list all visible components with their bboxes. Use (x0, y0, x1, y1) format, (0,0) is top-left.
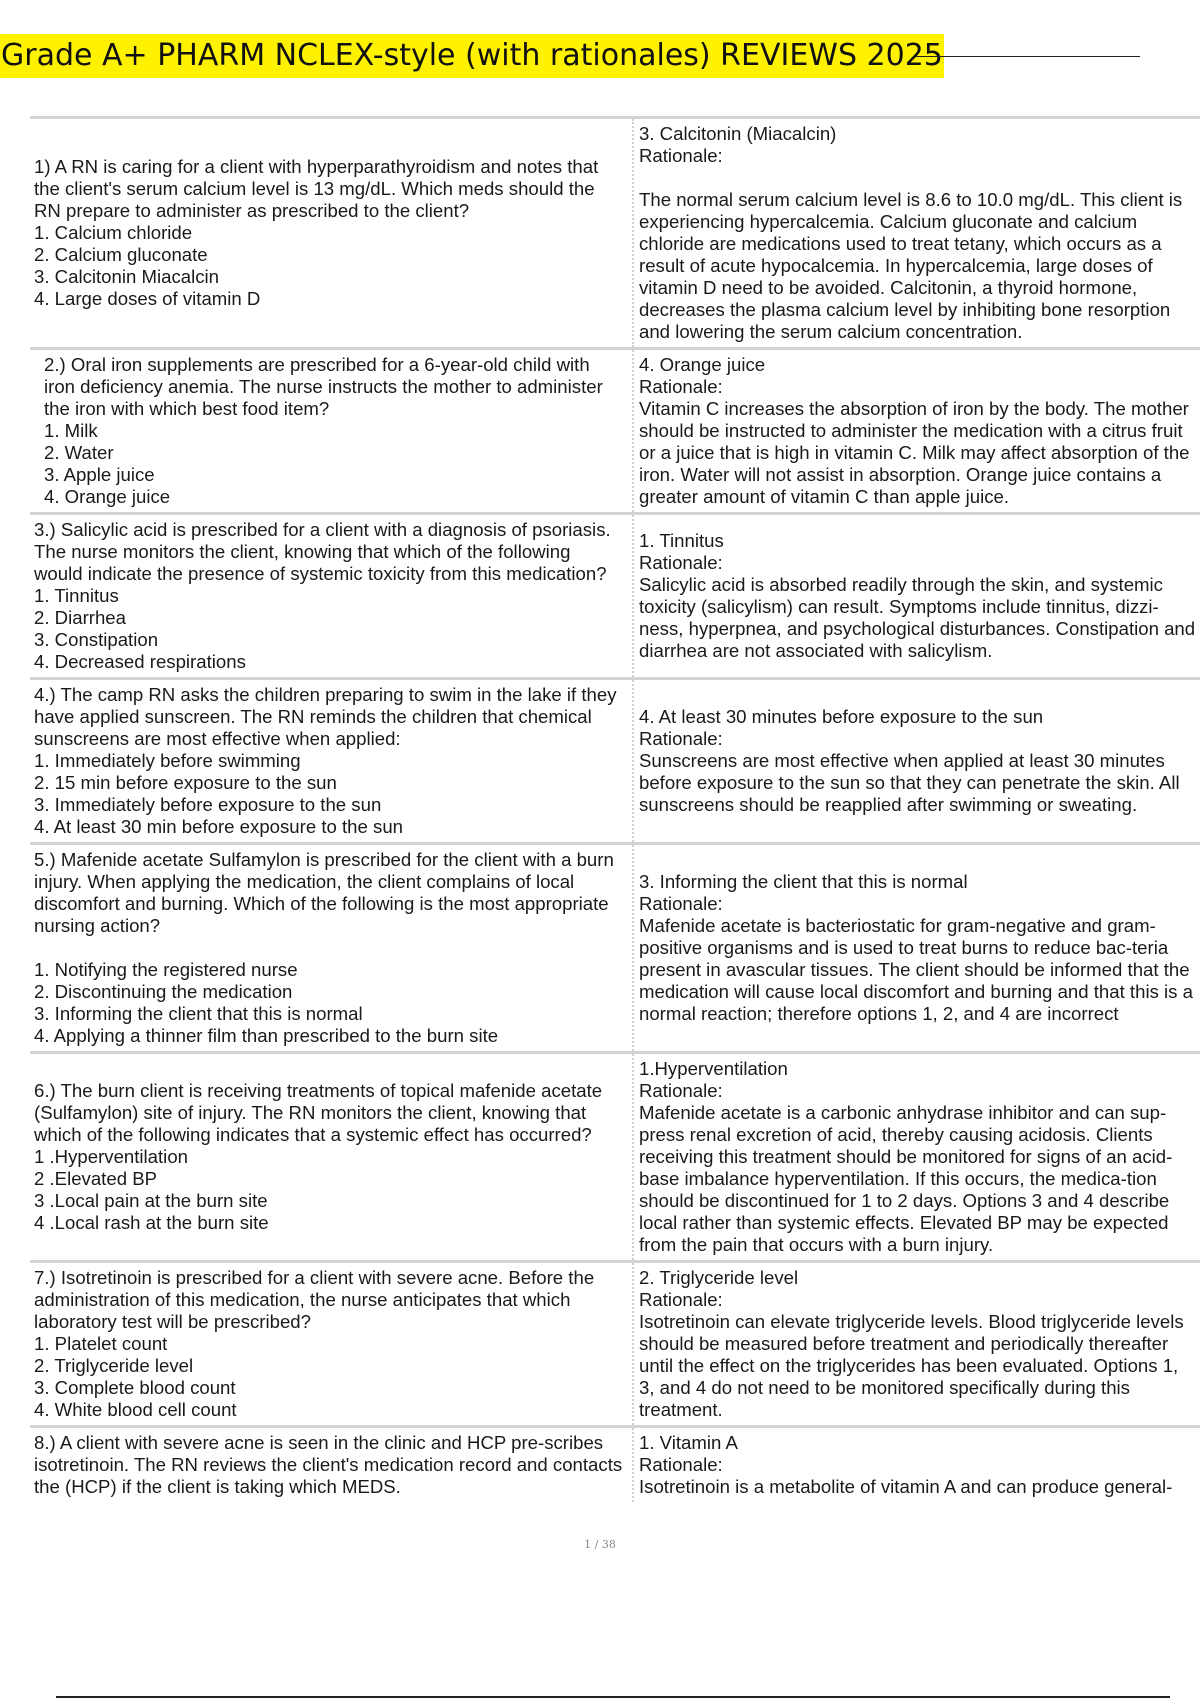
table-row (30, 679, 1200, 844)
answer-cell: 1. Tinnitus Rationale: Salicylic acid is absorbed readily through the skin, and systemic toxicity (salicylism) can result. Symptoms include tinnitus, dizzi-ness, hyperpnea, and psychological disturbances. Constipation and diarrhea are not associated with salicylism. (633, 514, 1200, 679)
table-row (30, 118, 1200, 349)
title-underline (916, 56, 1140, 57)
question-cell: 1) A RN is caring for a client with hyperparathyroidism and notes that the client's serum calcium level is 13 mg/dL. Which meds should the RN prepare to administer as prescribed to the client? 1. Calcium chloride 2. Calcium gluconate 3. Calcitonin Miacalcin 4. Large doses of vitamin D (34, 156, 599, 309)
answer-cell: 1. Vitamin A Rationale: Isotretinoin is a metabolite of vitamin A and can produce general- (633, 1427, 1200, 1503)
question-cell: 4.) The camp RN asks the children preparing to swim in the lake if they have applied sunscreen. The RN reminds the children that chemical sunscreens are most effective when applied: 1. Immediately before swimming 2. 15 min before exposure to the sun 3. Immediately before exposure to the sun 4. At least 30 min before exposure to the sun (34, 684, 617, 837)
answer-cell: 1.Hyperventilation Rationale: Mafenide acetate is a carbonic anhydrase inhibitor and can sup-press renal excretion of acid, thereby causing acidosis. Clients receiving this treatment should be monitored for signs of an acid-base imbalance hyperventilation. If this occurs, the medica-tion should be discontinued for 1 to 2 days. Options 3 and 4 describe local rather than systemic effects. Elevated BP may be expected from the pain that occurs with a burn injury. (633, 1053, 1200, 1262)
question-cell: 7.) Isotretinoin is prescribed for a client with severe acne. Before the administration of this medication, the nurse anticipates that which laboratory test will be prescribed? 1. Platelet count 2. Triglyceride level 3. Complete blood count 4. White blood cell count (34, 1267, 595, 1420)
answer-cell: 2. Triglyceride level Rationale: Isotretinoin can elevate triglyceride levels. Blood triglyceride levels should be measured before treatment and periodically thereafter until the effect on the triglycerides has been evaluated. Options 1, 3, and 4 do not need to be monitored specifically during this treatment. (633, 1262, 1200, 1427)
table-row (30, 1262, 1200, 1427)
table-row (30, 1427, 1200, 1503)
answer-cell: 4. At least 30 minutes before exposure to the sun Rationale: Sunscreens are most effective when applied at least 30 minutes before exposure to the sun so that they can penetrate the skin. All sunscreens should be reapplied after swimming or sweating. (633, 679, 1200, 844)
question-cell: 3.) Salicylic acid is prescribed for a client with a diagnosis of psoriasis. The nurse monitors the client, knowing that which of the following would indicate the presence of systemic toxicity from this medication? 1. Tinnitus 2. Diarrhea 3. Constipation 4. Decreased respirations (34, 519, 611, 672)
answer-cell: 3. Calcitonin (Miacalcin) Rationale: The normal serum calcium level is 8.6 to 10.0 mg/dL. This client is experiencing hypercalcemia. Calcium gluconate and calcium chloride are medications used to treat tetany, which occurs as a result of acute hypocalcemia. In hypercalcemia, large doses of vitamin D need to be avoided. Calcitonin, a thyroid hormone, decreases the plasma calcium level by inhibiting bone resorption and lowering the serum calcium concentration. (633, 118, 1200, 349)
table-row (30, 514, 1200, 679)
table-row (30, 844, 1200, 1053)
answer-cell: 4. Orange juice Rationale: Vitamin C increases the absorption of iron by the body. The mother should be instructed to administer the medication with a citrus fruit or a juice that is high in vitamin C. Milk may affect absorption of the iron. Water will not assist in absorption. Orange juice contains a greater amount of vitamin C than apple juice. (633, 349, 1200, 514)
question-cell: 5.) Mafenide acetate Sulfamylon is prescribed for the client with a burn injury. When applying the medication, the client complains of local discomfort and burning. Which of the following is the most appropriate nursing action? 1. Notifying the registered nurse 2. Discontinuing the medication 3. Informing the client that this is normal 4. Applying a thinner film than prescribed to the burn site (34, 849, 614, 1046)
qa-table (30, 116, 1200, 1502)
answer-cell: 3. Informing the client that this is normal Rationale: Mafenide acetate is bacteriostatic for gram-negative and gram-positive organisms and is used to treat burns to reduce bac-teria present in avascular tissues. The client should be informed that the medication will cause local discomfort and burning and that this is a normal reaction; therefore options 1, 2, and 4 are incorrect (633, 844, 1200, 1053)
question-cell: 6.) The burn client is receiving treatments of topical mafenide acetate (Sulfamylon) site of injury. The RN monitors the client, knowing that which of the following indicates that a systemic effect has occurred? 1 .Hyperventilation 2 .Elevated BP 3 .Local pain at the burn site 4 .Local rash at the burn site (34, 1080, 603, 1233)
title-row (0, 34, 1140, 78)
table-row (30, 1053, 1200, 1262)
document-title: Grade A+ PHARM NCLEX-style (with rationales) REVIEWS 2025 (0, 34, 944, 78)
question-cell: 2.) Oral iron supplements are prescribed for a 6-year-old child with iron deficiency anemia. The nurse instructs the mother to administer the iron with which best food item? 1. Milk 2. Water 3. Apple juice 4. Orange juice (44, 354, 603, 507)
page-number: 1 / 38 (584, 1538, 616, 1551)
table-row (30, 349, 1200, 514)
bottom-divider (56, 1696, 1170, 1698)
question-cell: 8.) A client with severe acne is seen in the clinic and HCP pre-scribes isotretinoin. The RN reviews the client's medication record and contacts the (HCP) if the client is taking which MEDS. (34, 1432, 623, 1497)
